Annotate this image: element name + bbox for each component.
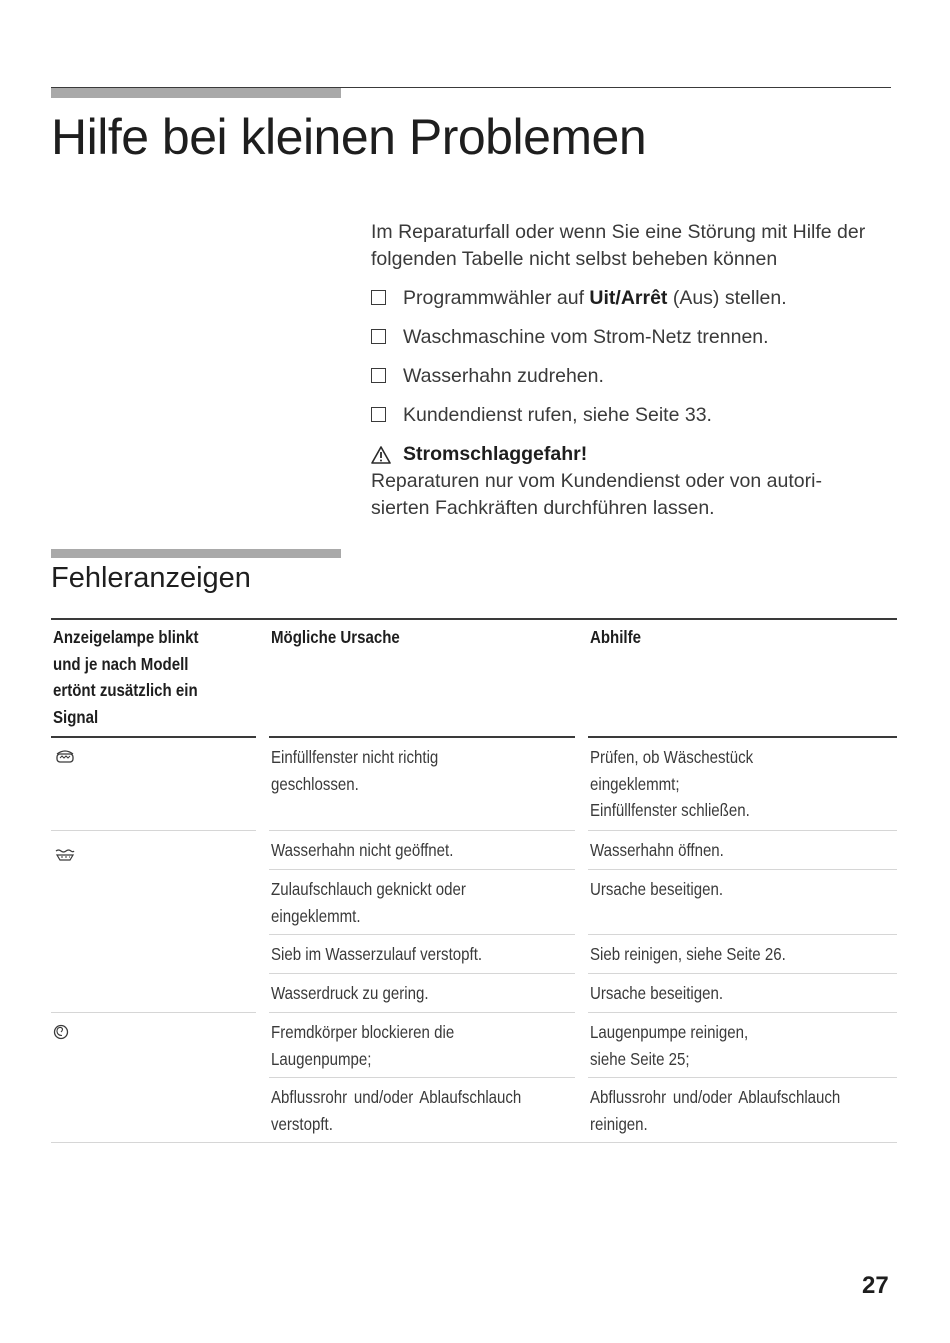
warning-heading: Stromschlaggefahr! [403, 443, 588, 465]
cause-cell: Wasserhahn nicht geöffnet. [271, 840, 454, 860]
drain-pump-icon [52, 1023, 74, 1041]
header-remedy: Abhilfe [590, 627, 642, 647]
water-tap-icon [54, 846, 76, 864]
row-divider [269, 934, 575, 935]
intro-block [371, 219, 901, 522]
warning-heading-row [371, 441, 901, 468]
checkbox-icon [371, 329, 386, 344]
checklist-text: Kundendienst rufen, siehe Seite 33. [403, 404, 712, 426]
group-divider [51, 830, 256, 831]
checklist-item [371, 324, 901, 351]
header-accent-bar [51, 88, 341, 98]
warning-text: Reparaturen nur vom Kundendienst oder von autori- sierten Fachkräften durchführen lassen. [371, 470, 822, 519]
cause-cell: Wasserdruck zu gering. [271, 983, 429, 1003]
group-divider [51, 1012, 256, 1013]
header-bottom-rule [269, 736, 575, 738]
checklist-text: Waschmaschine vom Strom-Netz trennen. [403, 326, 769, 348]
remedy-cell: Laugenpumpe reinigen, siehe Seite 25; [590, 1022, 749, 1069]
checklist-item [371, 363, 901, 390]
remedy-cell: Abflussrohr und/oder Ablaufschlauch reinigen. [590, 1087, 841, 1134]
header-bottom-rule [51, 736, 256, 738]
checkbox-icon [371, 368, 386, 383]
row-divider [269, 973, 575, 974]
row-divider [269, 1012, 575, 1013]
row-divider [269, 869, 575, 870]
checkbox-icon [371, 407, 386, 422]
door-lock-icon [54, 748, 76, 766]
row-divider [588, 973, 897, 974]
row-divider [269, 1077, 575, 1078]
remedy-cell: Ursache beseitigen. [590, 879, 724, 899]
table-bottom-rule [51, 1142, 897, 1143]
remedy-cell: Ursache beseitigen. [590, 983, 724, 1003]
cause-cell: Sieb im Wasserzulauf verstopft. [271, 944, 483, 964]
cause-cell: Fremdkörper blockieren die Laugenpumpe; [271, 1022, 455, 1069]
row-divider [588, 1012, 897, 1013]
intro-paragraph: Im Reparaturfall oder wenn Sie eine Störung mit Hilfe der folgenden Tabelle nicht selbst beheben können [371, 221, 866, 270]
header-cause: Mögliche Ursache [271, 627, 400, 647]
cause-cell: Zulaufschlauch geknickt oder eingeklemmt. [271, 879, 466, 926]
row-divider [588, 1077, 897, 1078]
section-accent-bar [51, 549, 341, 558]
checklist-item [371, 285, 901, 312]
remedy-cell: Sieb reinigen, siehe Seite 26. [590, 944, 786, 964]
page-number: 27 [862, 1272, 889, 1299]
section-title: Fehleranzeigen [51, 562, 251, 594]
row-divider [588, 830, 897, 831]
checklist-item [371, 402, 901, 429]
row-divider [588, 934, 897, 935]
remedy-cell: Prüfen, ob Wäschestück eingeklemmt; Einfüllfenster schließen. [590, 747, 754, 820]
table-top-rule [51, 618, 897, 620]
checkbox-icon [371, 290, 386, 305]
checklist-text: Programmwähler auf Uit/Arrêt (Aus) stellen. [403, 287, 787, 309]
remedy-cell: Wasserhahn öffnen. [590, 840, 724, 860]
row-divider [269, 830, 575, 831]
page-title: Hilfe bei kleinen Problemen [51, 109, 647, 165]
warning-triangle-icon [371, 446, 391, 464]
header-bottom-rule [588, 736, 897, 738]
row-divider [588, 869, 897, 870]
cause-cell: Abflussrohr und/oder Ablaufschlauch verstopft. [271, 1087, 522, 1134]
cause-cell: Einfüllfenster nicht richtig geschlossen. [271, 747, 439, 794]
checklist-text: Wasserhahn zudrehen. [403, 365, 604, 387]
header-rule [51, 87, 891, 88]
header-indicator: Anzeigelampe blinkt und je nach Modell ertönt zusätzlich ein Signal [53, 627, 199, 727]
